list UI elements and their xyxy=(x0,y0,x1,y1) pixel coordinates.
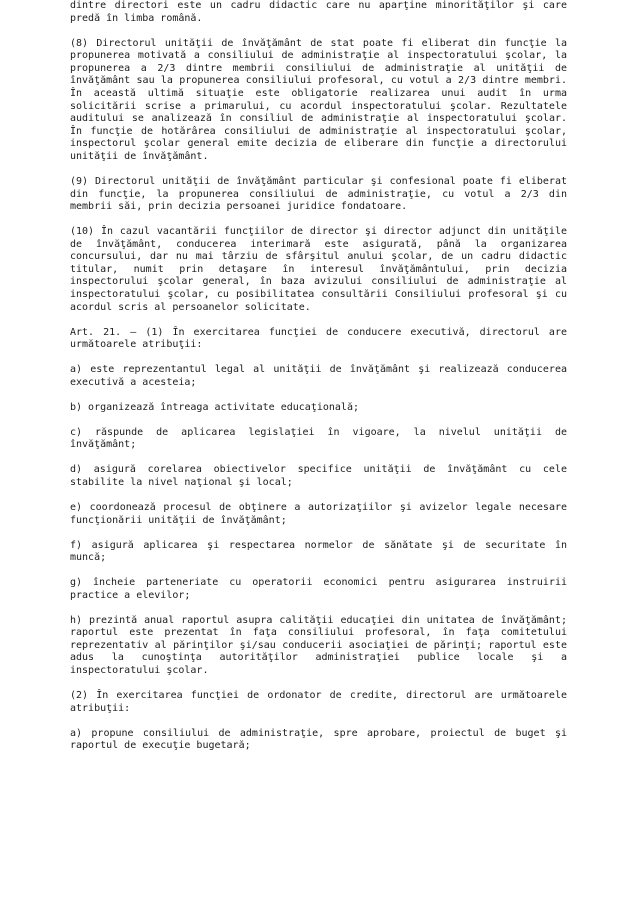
item-a: a) este reprezentantul legal al unităţii de învăţământ şi realizează conducerea executivă a acesteia; xyxy=(70,364,567,388)
paragraph-8: (8) Directorul unităţii de învăţământ de stat poate fi eliberat din funcţie la propunerea motivată a consiliului de administraţie al inspectoratului şcolar, la propunerea a 2/3 dintre membrii consiliului de administraţie al unităţii de învăţământ sau la propunerea consiliului profesoral, cu votul a 2/3 dintre membri. În această ultimă situaţie este obligatorie realizarea unui audit în urma solicitării scrise a primarului, cu acordul inspectoratului şcolar. Rezultatele auditului se analizează în consiliul de administraţie al inspectoratului şcolar. În funcţie de hotărârea consiliului de administraţie al inspectoratului şcolar, inspectorul şcolar general emite decizia de eliberare din funcţie a directorului unităţii de învăţământ. xyxy=(70,37,567,162)
item-f: f) asigură aplicarea şi respectarea normelor de sănătate şi de securitate în muncă; xyxy=(70,539,567,564)
item-h: h) prezintă anual raportul asupra calităţii educaţiei din unitatea de învăţământ; raportul este prezentat în faţa consiliului profesoral, în faţa comitetului reprezentativ al părinţilor şi/sau conducerii asociaţiei de părinţi; raportul este adus la cunoştinţa autorităţilor administraţiei publice locale şi a inspectoratului şcolar. xyxy=(70,614,567,677)
item-b: b) organizează întreaga activitate educaţională; xyxy=(70,401,359,413)
item-g: g) încheie parteneriate cu operatorii economici pentru asigurarea instruirii practice a elevilor; xyxy=(70,577,567,601)
paragraph-continuation: dintre directori este un cadru didactic care nu aparţine minorităţilor şi care predă în limba română. xyxy=(70,0,567,24)
document-page xyxy=(70,0,567,765)
paragraph-9: (9) Directorul unităţii de învăţământ particular şi confesional poate fi eliberat din funcţie, la propunerea consiliului de administraţie, cu votul a 2/3 din membrii săi, prin decizia persoanei juridice fondatoare. xyxy=(70,175,567,213)
article-21-paragraph-2: (2) În exercitarea funcţiei de ordonator de credite, directorul are următoarele atribuţii: xyxy=(70,690,567,714)
item-e: e) coordonează procesul de obţinere a autorizaţiilor şi avizelor legale necesare funcţionării unităţii de învăţământ; xyxy=(70,501,567,526)
article-21-heading: Art. 21. — (1) În exercitarea funcţiei de conducere executivă, directorul are următoarele atribuţii: xyxy=(70,326,567,351)
paragraph-10: (10) În cazul vacantării funcţiilor de director şi director adjunct din unităţile de învăţământ, conducerea interimară este asigurată, până la organizarea concursului, dar nu mai târziu de sfârşitul anului şcolar, de un cadru didactic titular, numit prin detaşare în interesul învăţământului, prin decizia inspectorului şcolar general, în baza avizului consiliului de administraţie al inspectoratului şcolar, cu posibilitatea consultării Consiliului profesoral şi cu acordul scris al persoanelor solicitate. xyxy=(70,226,567,313)
item-a-credit: a) propune consiliului de administraţie, spre aprobare, proiectul de buget şi raportul de execuţie bugetară; xyxy=(70,727,567,752)
item-d: d) asigură corelarea obiectivelor specifice unităţii de învăţământ cu cele stabilite la nivel naţional şi local; xyxy=(70,464,567,488)
item-c: c) răspunde de aplicarea legislaţiei în vigoare, la nivelul unităţii de învăţământ; xyxy=(70,426,567,451)
